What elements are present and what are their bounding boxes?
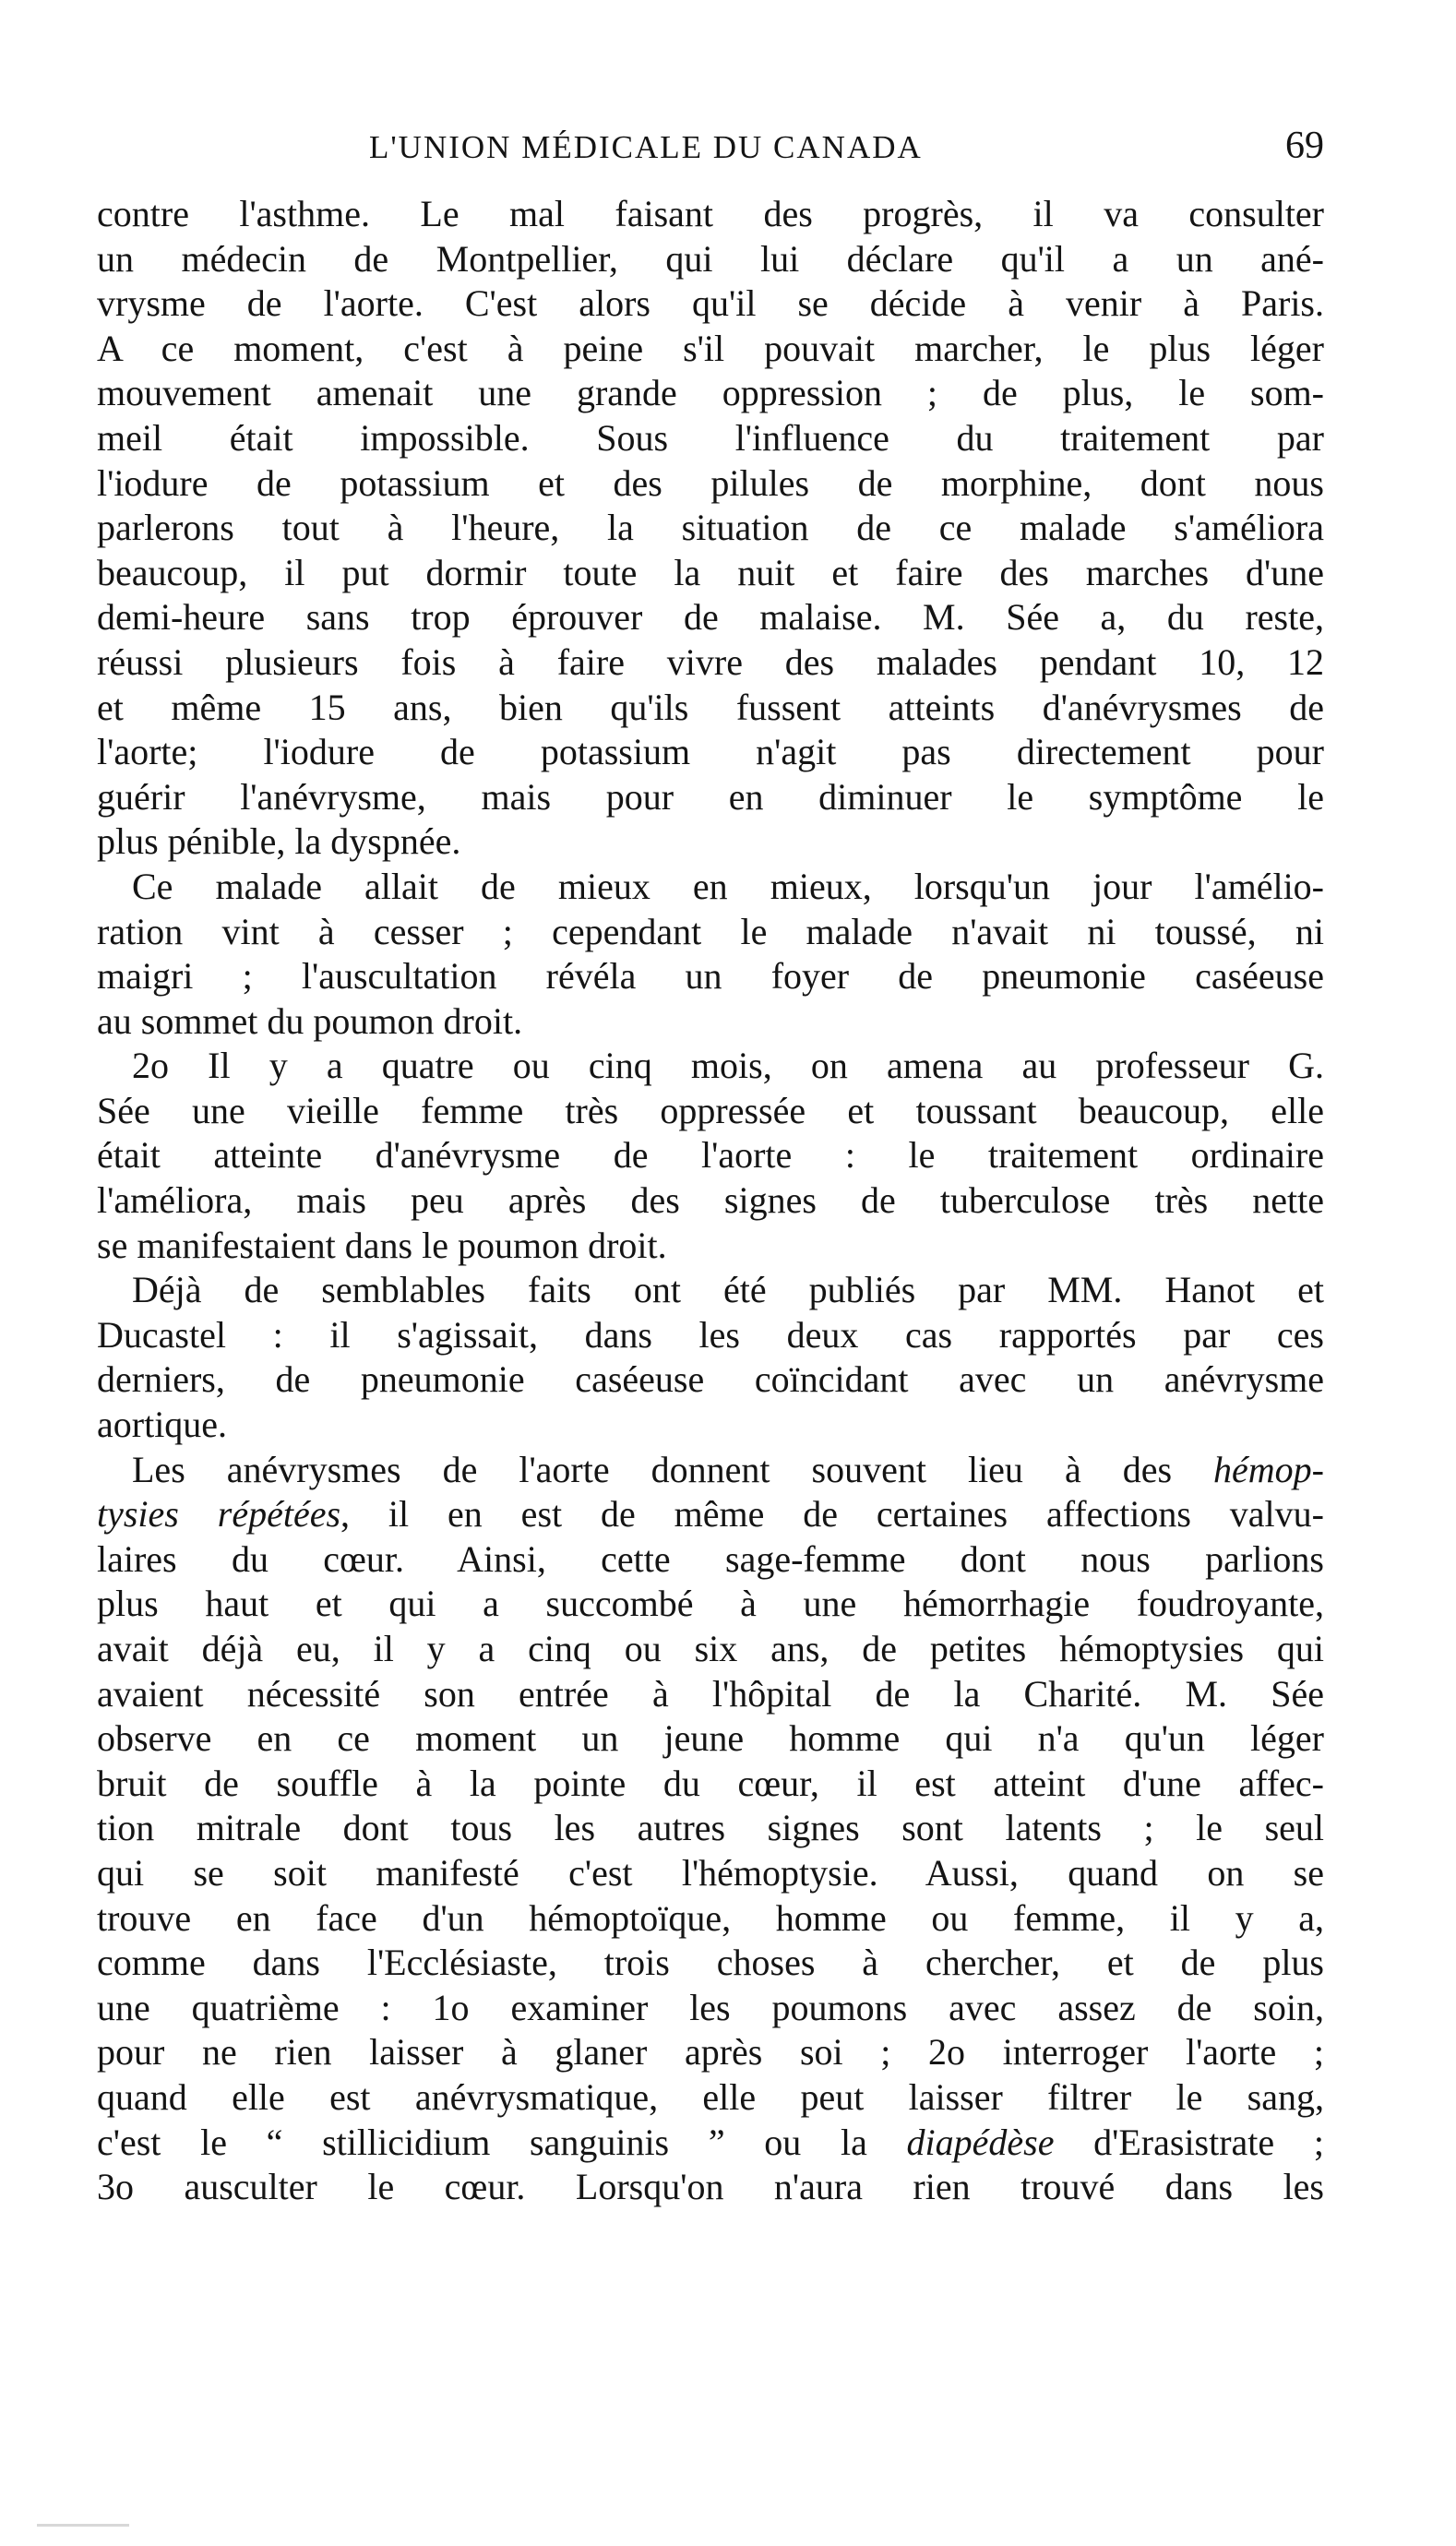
text-line: Sée une vieille femme très oppressée et toussant beaucoup, elle [97, 1089, 1324, 1131]
text-line: tion mitrale dont tous les autres signes sont latents ; le seul [97, 1807, 1324, 1849]
text-line: meil était impossible. Sous l'influence du traitement par [97, 416, 1324, 459]
text-line: A ce moment, c'est à peine s'il pouvait marcher, le plus léger [97, 327, 1324, 369]
text-line: l'améliora, mais peu après des signes de tuberculose très nette [97, 1179, 1324, 1222]
text-line: derniers, de pneumonie caséeuse coïncidant avec un anévrysme [97, 1358, 1324, 1401]
text-line: Ducastel : il s'agissait, dans les deux cas rapportés par ces [97, 1313, 1324, 1356]
text-line: se manifestaient dans le poumon droit. [97, 1224, 667, 1266]
text-line: l'aorte; l'iodure de potassium n'agit pas directement pour [97, 731, 1324, 773]
text-line: parlerons tout à l'heure, la situation de ce malade s'améliora [97, 507, 1324, 549]
text-line: aortique. [97, 1404, 228, 1446]
body-text [97, 192, 1324, 2210]
text-line: demi-heure sans trop éprouver de malaise. M. Sée a, du reste, [97, 596, 1324, 639]
text-line: mouvement amenait une grande oppression ; de plus, le som- [97, 372, 1324, 414]
text-line: un médecin de Montpellier, qui lui déclare qu'il a un ané- [97, 237, 1324, 280]
text-line: 3o ausculter le cœur. Lorsqu'on n'aura rien trouvé dans les [97, 2166, 1324, 2208]
text-line: quand elle est anévrysmatique, elle peut laisser filtrer le sang, [97, 2075, 1324, 2118]
text-line: 2o Il y a quatre ou cinq mois, on amena au professeur G. [132, 1045, 1324, 1087]
text-line: Déjà de semblables faits ont été publiés par MM. Hanot et [132, 1269, 1324, 1311]
text-line: plus haut et qui a succombé à une hémorrhagie foudroyante, [97, 1583, 1324, 1625]
text-line: réussi plusieurs fois à faire vivre des malades pendant 10, 12 [97, 640, 1324, 683]
italic-term: diapédèse [906, 2121, 1055, 2163]
text-line: Ce malade allait de mieux en mieux, lorsqu'un jour l'amélio- [132, 865, 1324, 907]
text-line: laires du cœur. Ainsi, cette sage-femme dont nous parlions [97, 1537, 1324, 1580]
text-line: pour ne rien laisser à glaner après soi ; 2o interroger l'aorte ; [97, 2031, 1324, 2074]
journal-title: L'UNION MÉDICALE DU CANADA [369, 129, 923, 165]
text-line: plus pénible, la dyspnée. [97, 820, 461, 863]
text-line: l'iodure de potassium et des pilules de morphine, dont nous [97, 461, 1324, 504]
text-line: c'est le “ stillicidium sanguinis ” ou la diapédèse d'Erasistrate ; [97, 2121, 1324, 2163]
text-line: une quatrième : 1o examiner les poumons avec assez de soin, [97, 1986, 1324, 2028]
italic-term: tysies répétées [97, 1493, 341, 1536]
text-line: qui se soit manifesté c'est l'hémoptysie. Aussi, quand on se [97, 1851, 1324, 1894]
page-edge-mark [37, 2524, 129, 2527]
text-line: contre l'asthme. Le mal faisant des progrès, il va consulter [97, 193, 1324, 234]
page-number: 69 [1285, 125, 1324, 167]
text-line: et même 15 ans, bien qu'ils fussent atteints d'anévrysmes de [97, 686, 1324, 728]
text-line: vrysme de l'aorte. C'est alors qu'il se décide à venir à Paris. [97, 282, 1324, 325]
text-line: guérir l'anévrysme, mais pour en diminuer le symptôme le [97, 775, 1324, 818]
text-line: bruit de souffle à la pointe du cœur, il est atteint d'une affec- [97, 1762, 1324, 1804]
text-line: était atteinte d'anévrysme de l'aorte : le traitement ordinaire [97, 1134, 1324, 1177]
text-line: avaient nécessité son entrée à l'hôpital de la Charité. M. Sée [97, 1672, 1324, 1715]
text-line: Les anévrysmes de l'aorte donnent souvent lieu à des hémop- [132, 1448, 1324, 1490]
text-line: beaucoup, il put dormir toute la nuit et faire des marches d'une [97, 551, 1324, 593]
text-line: maigri ; l'auscultation révéla un foyer de pneumonie caséeuse [97, 955, 1324, 998]
text-line: trouve en face d'un hémoptoïque, homme ou femme, il y a, [97, 1896, 1324, 1939]
text-line: ration vint à cesser ; cependant le malade n'avait ni toussé, ni [97, 910, 1324, 952]
text-line: observe en ce moment un jeune homme qui n'a qu'un léger [97, 1717, 1324, 1760]
text-line: comme dans l'Ecclésiaste, trois choses à chercher, et de plus [97, 1942, 1324, 1984]
text-line: tysies répétées, il en est de même de certaines affections valvu- [97, 1493, 1324, 1536]
italic-term: hémop- [1213, 1448, 1324, 1490]
text-line: avait déjà eu, il y a cinq ou six ans, de petites hémoptysies qui [97, 1628, 1324, 1669]
text-line: au sommet du poumon droit. [97, 999, 523, 1042]
running-header [369, 125, 1324, 175]
